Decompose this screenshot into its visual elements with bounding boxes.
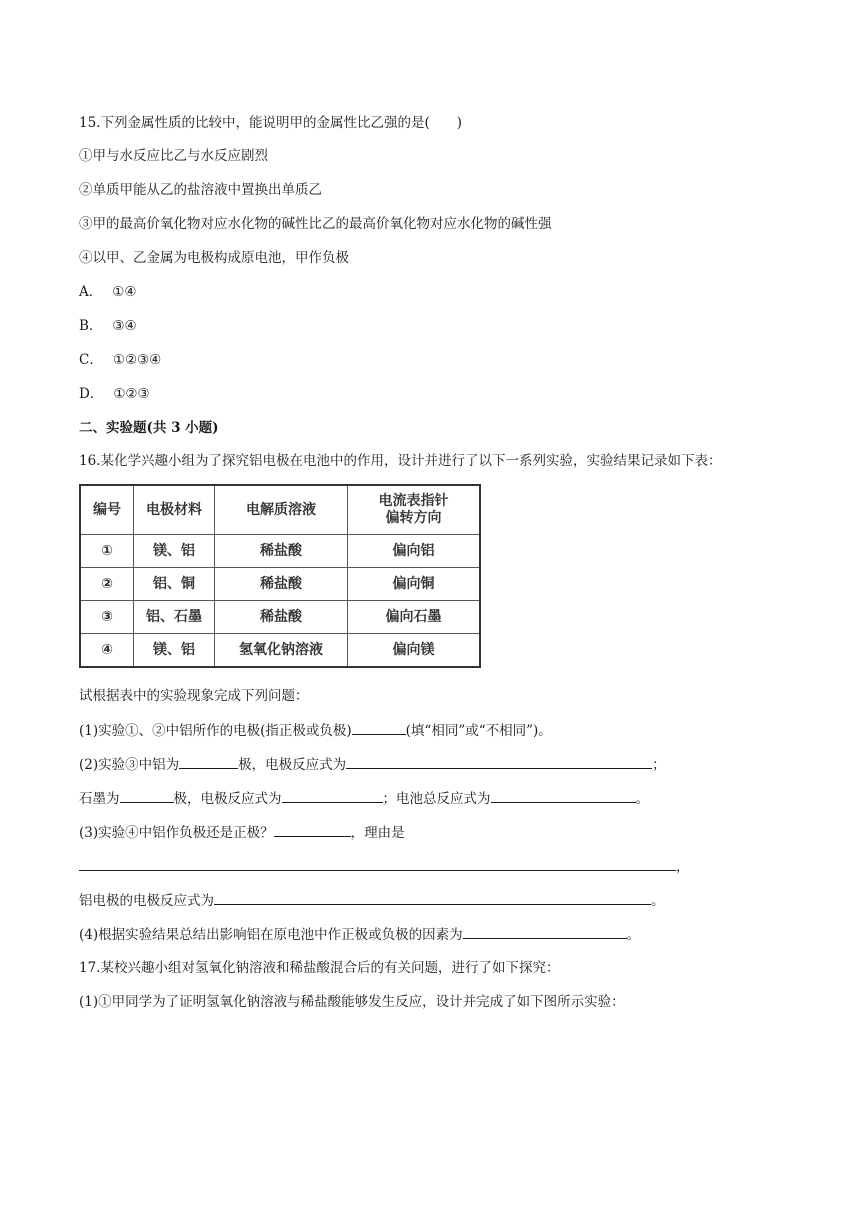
option-letter: B． xyxy=(79,318,103,334)
answer-blank[interactable] xyxy=(463,925,627,939)
table-row xyxy=(80,634,480,668)
q16-part-2-cont xyxy=(79,789,649,808)
table-row xyxy=(80,601,480,634)
answer-blank[interactable] xyxy=(352,721,406,735)
table-header-cell: 编号 xyxy=(80,485,134,535)
table-cell: ② xyxy=(80,568,134,601)
table-cell: 氢氧化钠溶液 xyxy=(215,634,348,668)
q17-part-1: (1)①甲同学为了证明氢氧化钠溶液与稀盐酸能够发生反应，设计并完成了如下图所示实验： xyxy=(79,994,625,1010)
q15-option-b xyxy=(79,317,137,335)
option-text: ①②③④ xyxy=(112,352,162,368)
table-cell: 偏向铝 xyxy=(348,535,481,568)
table-header-cell xyxy=(348,485,481,535)
table-header-cell: 电极材料 xyxy=(134,485,215,535)
q15-statement-2: ②单质甲能从乙的盐溶液中置换出单质乙 xyxy=(79,182,322,198)
text-segment: ；电池总反应式为 xyxy=(382,791,491,807)
text-segment: 。 xyxy=(651,893,665,909)
table-header-row xyxy=(80,485,480,535)
text-segment: (2)实验③中铝为 xyxy=(79,757,180,773)
text-segment: ； xyxy=(652,757,666,773)
table-cell: 偏向石墨 xyxy=(348,601,481,634)
q15-statement-3: ③甲的最高价氧化物对应水化物的碱性比乙的最高价氧化物对应水化物的碱性强 xyxy=(79,216,552,232)
table-cell: 偏向镁 xyxy=(348,634,481,668)
q16-part-3-reason xyxy=(79,857,690,876)
header-line-1: 电流表指针 xyxy=(378,493,449,509)
answer-blank[interactable] xyxy=(79,857,676,871)
table-cell: 镁、铝 xyxy=(134,535,215,568)
table-cell: 稀盐酸 xyxy=(215,568,348,601)
answer-blank[interactable] xyxy=(120,789,174,803)
table-header-cell: 电解质溶液 xyxy=(215,485,348,535)
table-cell: 稀盐酸 xyxy=(215,535,348,568)
table-cell: ③ xyxy=(80,601,134,634)
q16-stem: 16.某化学兴趣小组为了探究铝电极在电池中的作用，设计并进行了以下一系列实验，实验结果记录如下表： xyxy=(79,453,722,469)
q16-part-1 xyxy=(79,721,552,740)
table-cell: ④ xyxy=(80,634,134,668)
q16-intro: 试根据表中的实验现象完成下列问题： xyxy=(79,688,309,704)
text-segment: (3)实验④中铝作负极还是正极？ xyxy=(79,825,274,841)
text-segment: (4)根据实验结果总结出影响铝在原电池中作正极或负极的因素为 xyxy=(79,927,463,943)
option-letter: D． xyxy=(79,386,104,402)
q15-option-c xyxy=(79,351,161,369)
table-cell: 稀盐酸 xyxy=(215,601,348,634)
option-text: ①②③ xyxy=(113,386,150,402)
header-line-2: 偏转方向 xyxy=(385,510,442,526)
text-segment: ，理由是 xyxy=(350,825,405,841)
answer-blank[interactable] xyxy=(491,789,636,803)
section-title: 二、实验题(共 3 小题) xyxy=(79,420,219,436)
text-segment: 极，电极反应式为 xyxy=(173,791,282,807)
answer-blank[interactable] xyxy=(274,823,351,837)
q16-part-3 xyxy=(79,823,405,842)
text-segment: (填“相同”或“不相同”)。 xyxy=(405,723,552,739)
answer-blank[interactable] xyxy=(282,789,383,803)
option-letter: A． xyxy=(79,284,103,300)
text-segment: 极，电极反应式为 xyxy=(238,757,347,773)
q16-part-2 xyxy=(79,755,666,774)
text-segment: 石墨为 xyxy=(79,791,120,807)
answer-blank[interactable] xyxy=(179,755,238,769)
text-segment: ， xyxy=(676,859,690,875)
table-cell: 铝、石墨 xyxy=(134,601,215,634)
q15-stem: 15.下列金属性质的比较中，能说明甲的金属性比乙强的是( ) xyxy=(79,115,463,131)
q15-option-a xyxy=(79,283,136,301)
table-cell: 镁、铝 xyxy=(134,634,215,668)
q15-statement-4: ④以甲、乙金属为电极构成原电池，甲作负极 xyxy=(79,250,349,266)
option-text: ①④ xyxy=(112,284,137,300)
answer-blank[interactable] xyxy=(214,891,651,905)
q15-statement-1: ①甲与水反应比乙与水反应剧烈 xyxy=(79,148,268,164)
table-row xyxy=(80,535,480,568)
table-cell: ① xyxy=(80,535,134,568)
q17-stem: 17.某校兴趣小组对氢氧化钠溶液和稀盐酸混合后的有关问题，进行了如下探究： xyxy=(79,960,560,976)
table-row xyxy=(80,568,480,601)
text-segment: (1)实验①、②中铝所作的电极(指正极或负极) xyxy=(79,723,352,739)
answer-blank[interactable] xyxy=(346,755,652,769)
text-segment: 铝电极的电极反应式为 xyxy=(79,893,214,909)
table-cell: 铝、铜 xyxy=(134,568,215,601)
text-segment: 。 xyxy=(635,791,649,807)
q16-part-3-equation xyxy=(79,891,665,910)
q16-part-4 xyxy=(79,925,640,944)
option-text: ③④ xyxy=(112,318,137,334)
q15-option-d xyxy=(79,385,150,403)
text-segment: 。 xyxy=(626,927,641,943)
table-cell: 偏向铜 xyxy=(348,568,481,601)
option-letter: C． xyxy=(79,352,103,368)
experiment-table xyxy=(79,484,481,668)
